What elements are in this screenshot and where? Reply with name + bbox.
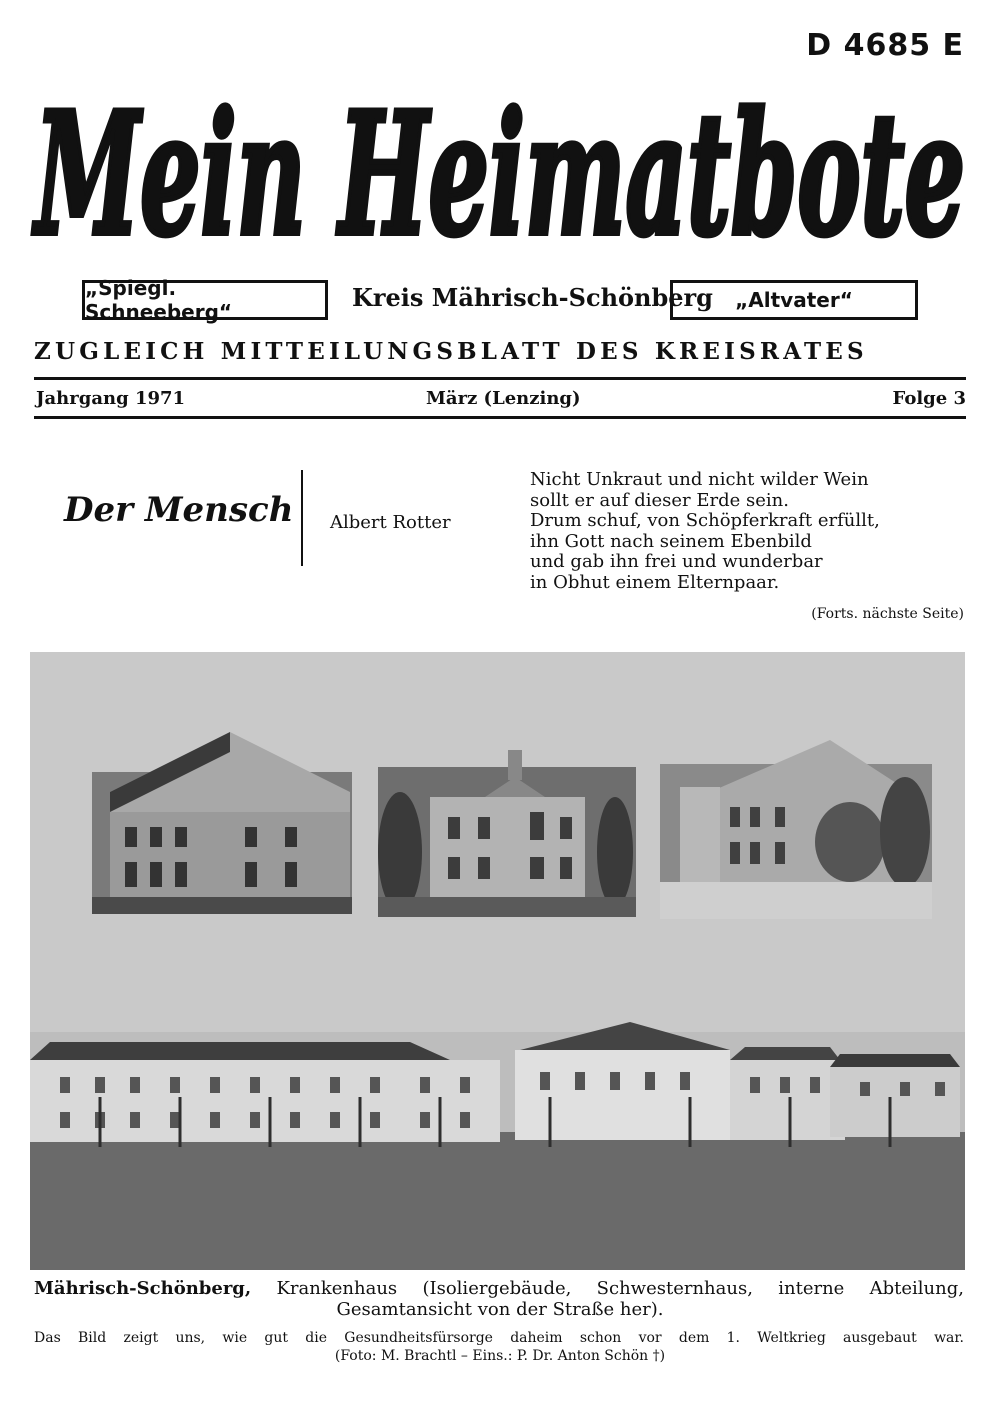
photo-note: Das Bild zeigt uns, wie gut die Gesundheitsfürsorge daheim schon vor dem 1. Weltkrieg ausgebaut war. xyxy=(34,1330,964,1346)
region-box-altvater: „Altvater“ xyxy=(670,280,918,320)
poem-author: Albert Rotter xyxy=(330,512,451,533)
poem-divider xyxy=(301,470,303,566)
poem-line: Nicht Unkraut und nicht wilder Wein xyxy=(530,469,869,490)
photo-credit: (Foto: M. Brachtl – Eins.: P. Dr. Anton Schön †) xyxy=(334,1348,666,1364)
continued-note: (Forts. nächste Seite) xyxy=(811,606,964,622)
top-rule xyxy=(34,377,966,380)
district-label: Kreis Mährisch-Schönberg xyxy=(352,283,713,312)
publication-code: D 4685 E xyxy=(806,28,964,63)
caption-line-2: Gesamtansicht von der Straße her). xyxy=(336,1299,664,1320)
internal-department-photo xyxy=(660,740,932,919)
caption-place: Mährisch-Schönberg, xyxy=(34,1278,252,1299)
poem-title: Der Mensch xyxy=(64,490,294,530)
nurses-house-photo xyxy=(378,750,636,917)
region-box-schneeberg: „Spiegl. Schneeberg“ xyxy=(82,280,328,320)
issue-month: März (Lenzing) xyxy=(426,388,581,409)
hospital-photo xyxy=(30,652,965,1270)
poem-line: ihn Gott nach seinem Ebenbild xyxy=(530,530,812,552)
masthead-title: Mein Heimatbote xyxy=(32,75,966,273)
poem-line: sollt er auf dieser Erde sein. xyxy=(530,489,789,511)
bottom-rule xyxy=(34,416,966,419)
hospital-panorama-photo xyxy=(30,1022,965,1270)
poem-line: und gab ihn frei und wunderbar xyxy=(530,551,823,573)
photo-caption xyxy=(34,1278,964,1299)
caption-line-1: Krankenhaus (Isoliergebäude, Schwesternhaus, interne Abteilung, xyxy=(276,1278,964,1299)
poem-body xyxy=(530,470,880,594)
poem-line: Drum schuf, von Schöpferkraft erfüllt, xyxy=(530,510,880,532)
poem-line: in Obhut einem Elternpaar. xyxy=(530,571,780,593)
subtitle: ZUGLEICH MITTEILUNGSBLATT DES KREISRATES xyxy=(34,338,868,365)
issue-year: Jahrgang 1971 xyxy=(36,388,186,409)
masthead-logo xyxy=(30,48,970,278)
issue-number: Folge 3 xyxy=(892,388,966,409)
